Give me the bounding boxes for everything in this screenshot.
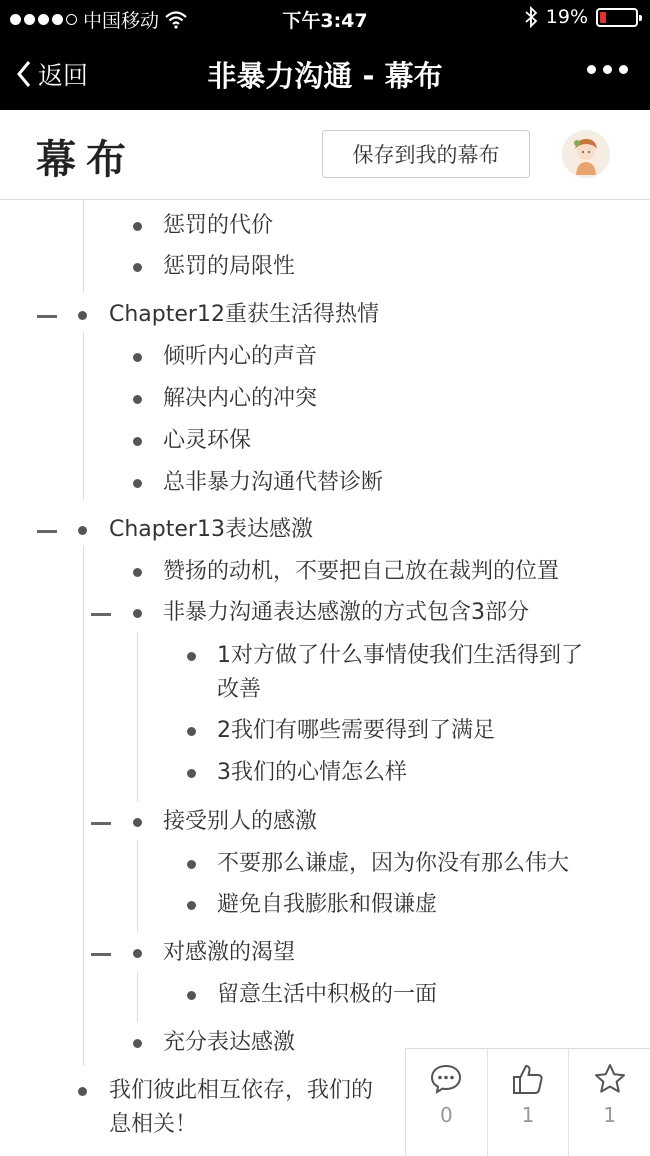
outline-bullet[interactable] — [187, 727, 196, 736]
status-right — [524, 6, 638, 28]
outline-item[interactable]: 2我们有哪些需要得到了满足 — [217, 718, 495, 743]
comment-count: 0 — [439, 1103, 453, 1127]
outline-bullet[interactable] — [187, 860, 196, 869]
outline-item-continuation[interactable]: 息相关！ — [109, 1112, 198, 1137]
outline-bullet[interactable] — [133, 568, 142, 577]
outline-guide-line — [83, 332, 84, 500]
bluetooth-icon — [524, 6, 538, 28]
battery-percent: 19% — [545, 6, 588, 28]
outline-item[interactable]: 避免自我膨胀和假谦虚 — [217, 892, 438, 917]
outline-bullet[interactable] — [133, 395, 142, 404]
outline-guide-line — [137, 972, 138, 1022]
thumbs-up-icon — [511, 1063, 545, 1095]
outline-item[interactable]: Chapter12重获生活得热情 — [109, 302, 379, 327]
status-bar — [0, 0, 650, 36]
more-dot-icon — [603, 65, 612, 74]
app-header — [0, 110, 650, 200]
outline-bullet[interactable] — [78, 311, 87, 320]
outline-bullet[interactable] — [78, 526, 87, 535]
back-label: 返回 — [38, 61, 89, 90]
avatar[interactable] — [563, 131, 609, 177]
outline-bullet[interactable] — [133, 949, 142, 958]
outline-item[interactable]: 对感激的渴望 — [163, 940, 296, 965]
collapse-toggle[interactable] — [91, 613, 111, 616]
outline-item[interactable]: 留意生活中积极的一面 — [217, 982, 438, 1007]
carrier-name: 中国移动 — [83, 10, 160, 32]
outline-bullet[interactable] — [133, 1039, 142, 1048]
outline-item[interactable]: 惩罚的局限性 — [163, 254, 296, 279]
outline-item[interactable]: Chapter13表达感激 — [109, 517, 313, 542]
outline-bullet[interactable] — [133, 353, 142, 362]
outline-bullet[interactable] — [187, 991, 196, 1000]
outline-item[interactable]: 赞扬的动机，不要把自己放在裁判的位置 — [163, 559, 560, 584]
outline-bullet[interactable] — [133, 263, 142, 272]
outline-item[interactable]: 充分表达感激 — [163, 1030, 296, 1055]
collapse-toggle[interactable] — [37, 315, 57, 318]
star-icon — [593, 1063, 627, 1095]
collapse-toggle[interactable] — [91, 822, 111, 825]
more-dot-icon — [587, 65, 596, 74]
action-bar — [405, 1048, 650, 1156]
more-dot-icon — [619, 65, 628, 74]
outline-guide-line — [137, 632, 138, 802]
status-time: 下午3:47 — [282, 10, 368, 32]
outline-bullet[interactable] — [133, 479, 142, 488]
outline-item[interactable]: 总非暴力沟通代替诊断 — [163, 470, 384, 495]
outline-item[interactable]: 惩罚的代价 — [163, 213, 274, 238]
like-button[interactable] — [488, 1049, 570, 1156]
outline-item[interactable]: 非暴力沟通表达感激的方式包含3部分 — [163, 600, 529, 625]
battery-fill — [600, 12, 606, 23]
outline-item[interactable]: 解决内心的冲突 — [163, 386, 318, 411]
star-button[interactable] — [569, 1049, 650, 1156]
star-count: 1 — [603, 1103, 617, 1127]
outline-bullet[interactable] — [187, 769, 196, 778]
outline-item[interactable]: 不要那么谦虚，因为你没有那么伟大 — [217, 851, 570, 876]
avatar-illustration-icon — [563, 131, 609, 177]
more-menu-button[interactable] — [587, 65, 628, 74]
outline-content — [0, 200, 650, 1156]
outline-item[interactable]: 接受别人的感激 — [163, 809, 318, 834]
outline-bullet[interactable] — [78, 1087, 87, 1096]
outline-guide-line — [83, 546, 84, 1066]
comment-icon — [429, 1063, 463, 1095]
outline-guide-line — [137, 840, 138, 932]
outline-bullet[interactable] — [187, 901, 196, 910]
outline-guide-line — [83, 200, 84, 293]
collapse-toggle[interactable] — [37, 530, 57, 533]
outline-item[interactable]: 倾听内心的声音 — [163, 344, 318, 369]
outline-item[interactable]: 1对方做了什么事情使我们生活得到了 — [217, 643, 583, 668]
outline-item[interactable]: 心灵环保 — [163, 428, 252, 453]
like-count: 1 — [521, 1103, 535, 1127]
collapse-toggle[interactable] — [91, 953, 111, 956]
outline-bullet[interactable] — [133, 222, 142, 231]
outline-item[interactable]: 我们彼此相互依存，我们的 — [109, 1078, 374, 1103]
mubu-logo: 幕布 — [36, 136, 136, 183]
outline-bullet[interactable] — [133, 609, 142, 618]
page-title: 非暴力沟通 - 幕布 — [207, 59, 443, 93]
outline-item[interactable]: 3我们的心情怎么样 — [217, 760, 407, 785]
outline-bullet[interactable] — [187, 652, 196, 661]
navigation-bar — [0, 36, 650, 110]
battery-icon — [596, 8, 638, 27]
save-to-my-mubu-button[interactable]: 保存到我的幕布 — [322, 130, 530, 178]
outline-item-continuation[interactable]: 改善 — [217, 677, 262, 702]
comment-button[interactable] — [406, 1049, 488, 1156]
outline-bullet[interactable] — [133, 818, 142, 827]
outline-bullet[interactable] — [133, 437, 142, 446]
